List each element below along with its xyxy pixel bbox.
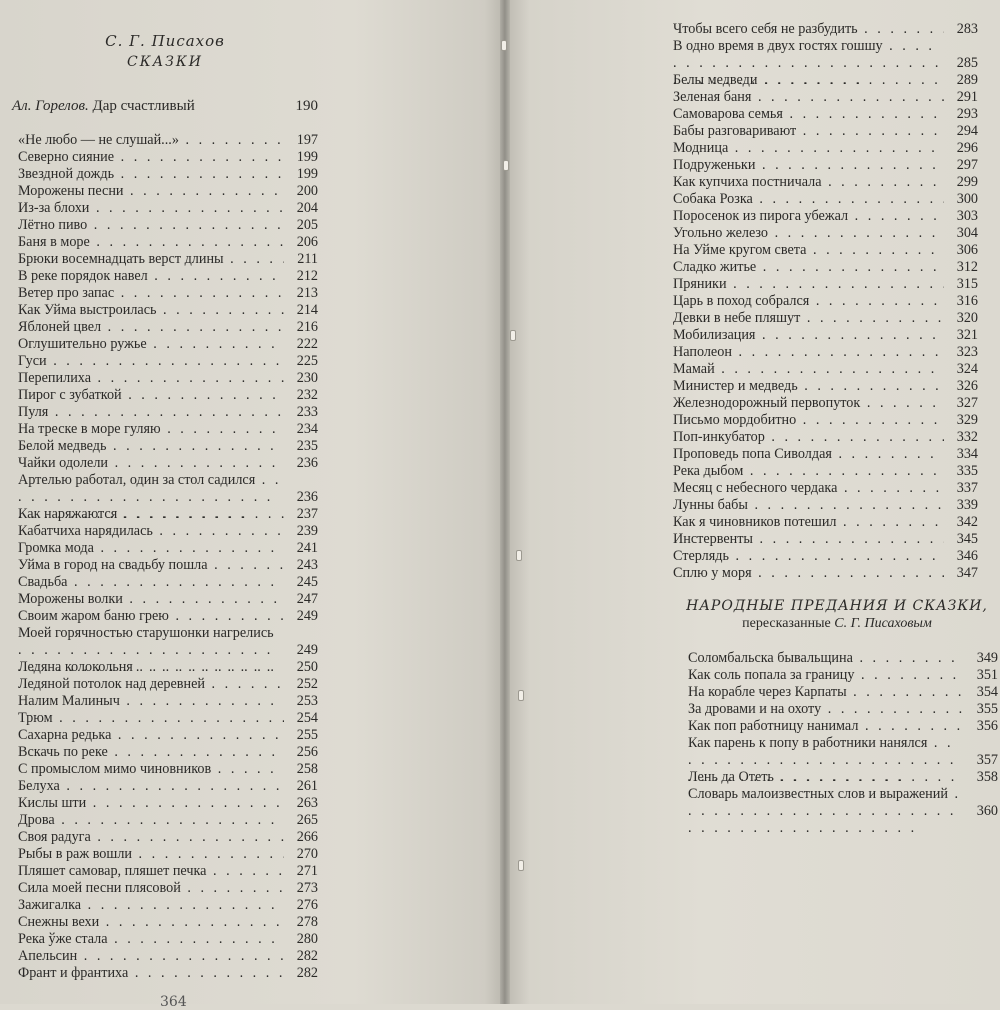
toc-entry[interactable] [18,897,318,914]
toc-entry[interactable] [673,497,978,514]
section-title: СКАЗКИ [127,54,203,70]
toc-entry-page: 249 [296,608,318,624]
toc-entry-page: 212 [296,268,318,284]
toc-entry[interactable] [673,565,978,582]
toc-entry[interactable] [688,684,998,701]
toc-entry-page: 245 [296,574,318,590]
toc-entry-title: Баня в море . . . [18,234,284,251]
toc-entry-page: 327 [956,395,978,411]
toc-entry[interactable] [673,395,978,412]
book-gutter [500,0,510,1004]
toc-entry[interactable] [18,455,318,472]
toc-entry[interactable] [18,948,318,965]
toc-entry-page: 355 [976,701,998,717]
toc-entry-title: На корабле через Карпаты . . . [688,684,964,701]
toc-entry[interactable] [18,608,318,625]
toc-entry-title: Как я чиновников потешил . . . [673,514,944,531]
toc-entry-page: 293 [956,106,978,122]
toc-entry-title: Морожены волки . . . [18,591,284,608]
toc-right-list [673,21,978,582]
toc-entry-page: 216 [296,319,318,335]
toc-entry-page: 357 [976,752,998,768]
toc-entry[interactable] [673,463,978,480]
toc-entry-title: Пуля . . . [18,404,284,421]
toc-entry-title: Сладко житье . . . [673,259,944,276]
toc-entry[interactable] [688,786,998,820]
toc-entry-page: 345 [956,531,978,547]
toc-entry-title: Как соль попала за границу . . . [688,667,964,684]
toc-entry-page: 236 [296,455,318,471]
toc-entry[interactable] [688,718,998,735]
toc-entry[interactable] [673,293,978,310]
toc-entry[interactable] [18,183,318,200]
toc-entry-title: Налим Малиныч . . . [18,693,284,710]
binding-stitch [503,160,509,171]
toc-entry[interactable] [673,38,978,72]
toc-entry-page: 304 [956,225,978,241]
toc-entry[interactable] [18,727,318,744]
toc-entry[interactable] [18,557,318,574]
toc-entry-title: Проповедь попа Сиволдая . . . [673,446,944,463]
toc-entry-title: Оглушительно ружье . . . [18,336,284,353]
toc-entry-page: 280 [296,931,318,947]
toc-entry[interactable] [18,965,318,982]
toc-entry[interactable] [673,310,978,327]
toc-entry[interactable] [673,106,978,123]
toc-entry[interactable] [18,149,318,166]
toc-entry-title: Чайки одолели . . . [18,455,284,472]
toc-entry-page: 323 [956,344,978,360]
toc-entry[interactable] [18,353,318,370]
toc-entry[interactable] [18,506,318,523]
toc-entry-title: Царь в поход собрался . . . [673,293,944,310]
toc-entry-title: Уйма в город на свадьбу пошла . . . [18,557,284,574]
toc-entry[interactable] [673,276,978,293]
toc-entry-page: 261 [296,778,318,794]
toc-entry[interactable] [18,880,318,897]
binding-stitch [518,860,524,871]
toc-entry-page: 204 [296,200,318,216]
toc-entry-title: Снежны вехи . . . [18,914,284,931]
toc-entry-title: Громка мода . . . [18,540,284,557]
toc-entry-page: 278 [296,914,318,930]
toc-entry[interactable] [673,480,978,497]
toc-entry-title: Бабы разговаривают . . . [673,123,944,140]
toc-entry-page: 332 [956,429,978,445]
toc-entry-title: Трюм . . . [18,710,284,727]
toc-entry[interactable] [673,89,978,106]
folk-subtitle-author: С. Г. Писаховым [834,616,932,631]
toc-entry[interactable] [688,701,998,718]
toc-entry-page: 356 [976,718,998,734]
toc-entry[interactable] [18,387,318,404]
toc-entry-title: Звездной дождь . . . [18,166,284,183]
toc-entry-page: 234 [296,421,318,437]
toc-entry-title: С промыслом мимо чиновников . . . [18,761,284,778]
toc-entry[interactable] [688,650,998,667]
toc-entry-page: 255 [296,727,318,743]
toc-entry[interactable] [673,429,978,446]
toc-entry-page: 252 [296,676,318,692]
toc-entry[interactable] [18,914,318,931]
toc-entry-page: 339 [956,497,978,513]
toc-entry-title: Инстервенты . . . [673,531,944,548]
intro-page: 190 [295,98,318,114]
binding-stitch [510,330,516,341]
toc-entry[interactable] [673,514,978,531]
toc-entry-page: 335 [956,463,978,479]
toc-entry[interactable] [18,574,318,591]
toc-entry-title: Вскачь по реке . . . [18,744,284,761]
toc-entry-title: Ледяной потолок над деревней . . . [18,676,284,693]
toc-entry-title: Белы медведи . . . [673,72,944,89]
toc-entry[interactable] [673,72,978,89]
toc-left-list [18,132,318,982]
toc-entry[interactable] [18,931,318,948]
toc-entry-title: Река ўже стала . . . [18,931,284,948]
toc-entry[interactable] [673,378,978,395]
toc-entry[interactable] [18,591,318,608]
toc-entry[interactable] [18,659,318,676]
toc-entry-title: Дрова . . . [18,812,284,829]
toc-entry-title: Лень да Отеть . . . [688,769,964,786]
intro-title: Дар счастливый [92,98,195,114]
toc-entry-page: 291 [956,89,978,105]
toc-entry-page: 282 [296,965,318,981]
toc-entry-title: Кабатчиха нарядилась . . . [18,523,284,540]
toc-entry-title: Артелью работал, один за стол садился . . . [18,472,284,523]
toc-entry[interactable] [18,676,318,693]
toc-entry[interactable] [673,361,978,378]
toc-entry[interactable] [18,829,318,846]
toc-entry-title: В реке порядок навел . . . [18,268,284,285]
toc-entry[interactable] [688,667,998,684]
section-author: С. Г. Писахов [105,32,225,50]
toc-entry-page: 294 [956,123,978,139]
toc-entry-page: 213 [296,285,318,301]
toc-entry-page: 283 [956,21,978,37]
toc-entry[interactable] [673,327,978,344]
toc-entry-title: Стерлядь . . . [673,548,944,565]
toc-entry[interactable] [673,446,978,463]
toc-entry[interactable] [673,531,978,548]
toc-entry[interactable] [18,438,318,455]
toc-entry-title: Брюки восемнадцать верст длины . . . [18,251,284,268]
toc-entry-title: Гуси . . . [18,353,284,370]
toc-entry-title: Как парень к попу в работники нанялся . . . [688,735,964,786]
toc-entry-title: Как наряжаются . . . [18,506,284,523]
toc-entry-page: 358 [976,769,998,785]
toc-entry-title: Поросенок из пирога убежал . . . [673,208,944,225]
intro-entry[interactable] [12,98,318,115]
toc-entry-page: 263 [296,795,318,811]
toc-entry-title: Пирог с зубаткой . . . [18,387,284,404]
toc-entry-page: 351 [976,667,998,683]
toc-entry[interactable] [18,795,318,812]
toc-entry-title: В одно время в двух гостях гошшу . . . [673,38,944,89]
toc-entry[interactable] [688,769,998,786]
binding-stitch [518,690,524,701]
toc-entry-page: 347 [956,565,978,581]
toc-entry-title: Железнодорожный первопуток . . . [673,395,944,412]
toc-entry-page: 324 [956,361,978,377]
toc-entry-page: 329 [956,412,978,428]
toc-entry-page: 243 [296,557,318,573]
toc-entry-page: 200 [296,183,318,199]
toc-entry[interactable] [18,268,318,285]
toc-entry-page: 236 [296,489,318,505]
toc-entry[interactable] [673,157,978,174]
toc-entry-page: 296 [956,140,978,156]
toc-entry-title: Как купчиха постничала . . . [673,174,944,191]
toc-entry-page: 258 [296,761,318,777]
toc-entry-page: 316 [956,293,978,309]
toc-entry-title: Сила моей песни плясовой . . . [18,880,284,897]
toc-entry-title: Кислы шти . . . [18,795,284,812]
toc-entry-title: Чтобы всего себя не разбудить . . . [673,21,944,38]
toc-folk-list [688,650,998,820]
toc-entry-title: Зеленая баня . . . [673,89,944,106]
toc-entry[interactable] [688,735,998,769]
toc-entry-page: 256 [296,744,318,760]
toc-entry-title: Пляшет самовар, пляшет печка . . . [18,863,284,880]
toc-entry[interactable] [18,625,318,659]
toc-entry-title: Река дыбом . . . [673,463,944,480]
toc-entry-title: Ветер про запас . . . [18,285,284,302]
toc-entry-title: Мобилизация . . . [673,327,944,344]
toc-entry-title: Моей горячностью старушонки нагрелись . . . [18,625,284,676]
toc-entry-page: 289 [956,72,978,88]
toc-entry-page: 211 [297,251,318,267]
folk-section-title: НАРОДНЫЕ ПРЕДАНИЯ И СКАЗКИ, [686,598,988,614]
toc-entry-title: Зажигалка . . . [18,897,284,914]
toc-entry-title: Белуха . . . [18,778,284,795]
toc-entry-page: 306 [956,242,978,258]
toc-entry[interactable] [673,548,978,565]
toc-entry-page: 250 [296,659,318,675]
folk-section-subtitle [672,616,1000,632]
toc-entry-page: 354 [976,684,998,700]
toc-entry-page: 247 [296,591,318,607]
toc-entry-title: Пряники . . . [673,276,944,293]
toc-entry-title: Угольно железо . . . [673,225,944,242]
toc-entry-title: Лётно пиво . . . [18,217,284,234]
toc-entry[interactable] [18,319,318,336]
toc-entry-page: 222 [296,336,318,352]
toc-entry[interactable] [18,863,318,880]
toc-entry-page: 239 [296,523,318,539]
toc-entry-title: Франт и франтиха . . . [18,965,284,982]
toc-entry-page: 315 [956,276,978,292]
toc-entry-title: Белой медведь . . . [18,438,284,455]
toc-entry[interactable] [18,540,318,557]
toc-entry[interactable] [18,217,318,234]
toc-entry-page: 285 [956,55,978,71]
toc-entry-title: Месяц с небесного чердака . . . [673,480,944,497]
toc-entry[interactable] [18,285,318,302]
toc-entry-title: Модница . . . [673,140,944,157]
toc-entry-page: 225 [296,353,318,369]
toc-entry-page: 346 [956,548,978,564]
toc-entry-page: 282 [296,948,318,964]
toc-entry-title: Северно сияние . . . [18,149,284,166]
toc-entry-title: Свадьба . . . [18,574,284,591]
binding-stitch [501,40,507,51]
toc-entry[interactable] [673,208,978,225]
toc-entry[interactable] [18,761,318,778]
toc-entry-title: Своим жаром баню грею . . . [18,608,284,625]
toc-entry-page: 241 [296,540,318,556]
toc-entry[interactable] [673,344,978,361]
toc-entry-title: Сплю у моря . . . [673,565,944,582]
toc-entry-title: Ледяна колокольня . . . [18,659,284,676]
toc-entry-page: 249 [296,642,318,658]
toc-entry[interactable] [18,132,318,149]
toc-entry-page: 342 [956,514,978,530]
toc-entry-title: Яблоней цвел . . . [18,319,284,336]
toc-entry-page: 321 [956,327,978,343]
toc-entry-page: 360 [976,803,998,819]
toc-entry[interactable] [18,234,318,251]
toc-entry-title: Подруженьки . . . [673,157,944,174]
toc-entry-title: Наполеон . . . [673,344,944,361]
toc-entry-page: 199 [296,166,318,182]
toc-entry-title: На Уйме кругом света . . . [673,242,944,259]
toc-entry-title: Самоварова семья . . . [673,106,944,123]
toc-entry[interactable] [673,259,978,276]
toc-entry[interactable] [18,404,318,421]
toc-entry[interactable] [673,191,978,208]
toc-entry-title: Как Уйма выстроилась . . . [18,302,284,319]
toc-entry-page: 273 [296,880,318,896]
toc-entry[interactable] [18,846,318,863]
toc-entry[interactable] [18,778,318,795]
toc-entry[interactable] [673,242,978,259]
toc-entry[interactable] [18,251,318,268]
intro-author: Ал. Горелов. [12,98,89,114]
toc-entry-page: 271 [296,863,318,879]
toc-entry-page: 233 [296,404,318,420]
toc-entry-title: Письмо мордобитно . . . [673,412,944,429]
toc-entry-page: 270 [296,846,318,862]
toc-entry-page: 237 [296,506,318,522]
toc-entry-title: На треске в море гуляю . . . [18,421,284,438]
toc-entry-title: Своя радуга . . . [18,829,284,846]
binding-stitch [516,550,522,561]
toc-entry[interactable] [673,123,978,140]
toc-entry-page: 297 [956,157,978,173]
toc-entry[interactable] [18,336,318,353]
toc-entry-title: Собака Розка . . . [673,191,944,208]
toc-entry-title: Соломбальска бывальщина . . . [688,650,964,667]
toc-entry[interactable] [18,523,318,540]
toc-entry-title: Министер и медведь . . . [673,378,944,395]
toc-entry[interactable] [18,200,318,217]
toc-entry[interactable] [673,412,978,429]
toc-entry-page: 276 [296,897,318,913]
toc-entry-title: Как поп работницу нанимал . . . [688,718,964,735]
toc-entry-page: 235 [296,438,318,454]
toc-entry-page: 254 [296,710,318,726]
toc-entry-title: Мамай . . . [673,361,944,378]
toc-entry-page: 230 [296,370,318,386]
toc-entry-title: Перепилиха . . . [18,370,284,387]
toc-entry[interactable] [18,744,318,761]
toc-entry[interactable] [673,140,978,157]
toc-entry-title: Апельсин . . . [18,948,284,965]
toc-entry-page: 214 [296,302,318,318]
toc-entry-page: 326 [956,378,978,394]
toc-entry[interactable] [673,174,978,191]
toc-entry-page: 349 [976,650,998,666]
toc-entry-page: 320 [956,310,978,326]
toc-entry-page: 199 [296,149,318,165]
toc-entry-page: 253 [296,693,318,709]
toc-entry-page: 299 [956,174,978,190]
toc-entry-page: 232 [296,387,318,403]
toc-entry-page: 303 [956,208,978,224]
toc-entry-page: 266 [296,829,318,845]
toc-entry-page: 300 [956,191,978,207]
toc-entry-page: 312 [956,259,978,275]
toc-entry[interactable] [673,21,978,38]
toc-entry-page: 206 [296,234,318,250]
toc-entry-title: За дровами и на охоту . . . [688,701,964,718]
toc-entry-page: 337 [956,480,978,496]
toc-entry-title: Словарь малоизвестных слов и выражений . . . [688,786,964,837]
toc-entry-title: «Не любо — не слушай...» . . . [18,132,284,149]
toc-entry[interactable] [18,693,318,710]
toc-entry[interactable] [18,472,318,506]
toc-entry-page: 265 [296,812,318,828]
toc-entry[interactable] [673,225,978,242]
toc-entry-title: Лунны бабы . . . [673,497,944,514]
toc-entry-title: Из-за блохи . . . [18,200,284,217]
toc-entry-title: Девки в небе пляшут . . . [673,310,944,327]
toc-entry[interactable] [18,302,318,319]
toc-entry-title: Рыбы в раж вошли . . . [18,846,284,863]
toc-entry[interactable] [18,421,318,438]
folk-subtitle-prefix: пересказанные [742,616,831,631]
page-number: 364 [160,994,187,1010]
toc-entry[interactable] [18,812,318,829]
toc-entry-title: Сахарна редька . . . [18,727,284,744]
toc-entry-page: 197 [296,132,318,148]
toc-entry-page: 334 [956,446,978,462]
toc-entry[interactable] [18,166,318,183]
toc-entry[interactable] [18,710,318,727]
toc-entry-page: 205 [296,217,318,233]
toc-entry-title: Поп-инкубатор . . . [673,429,944,446]
toc-entry[interactable] [18,370,318,387]
toc-entry-title: Морожены песни . . . [18,183,284,200]
